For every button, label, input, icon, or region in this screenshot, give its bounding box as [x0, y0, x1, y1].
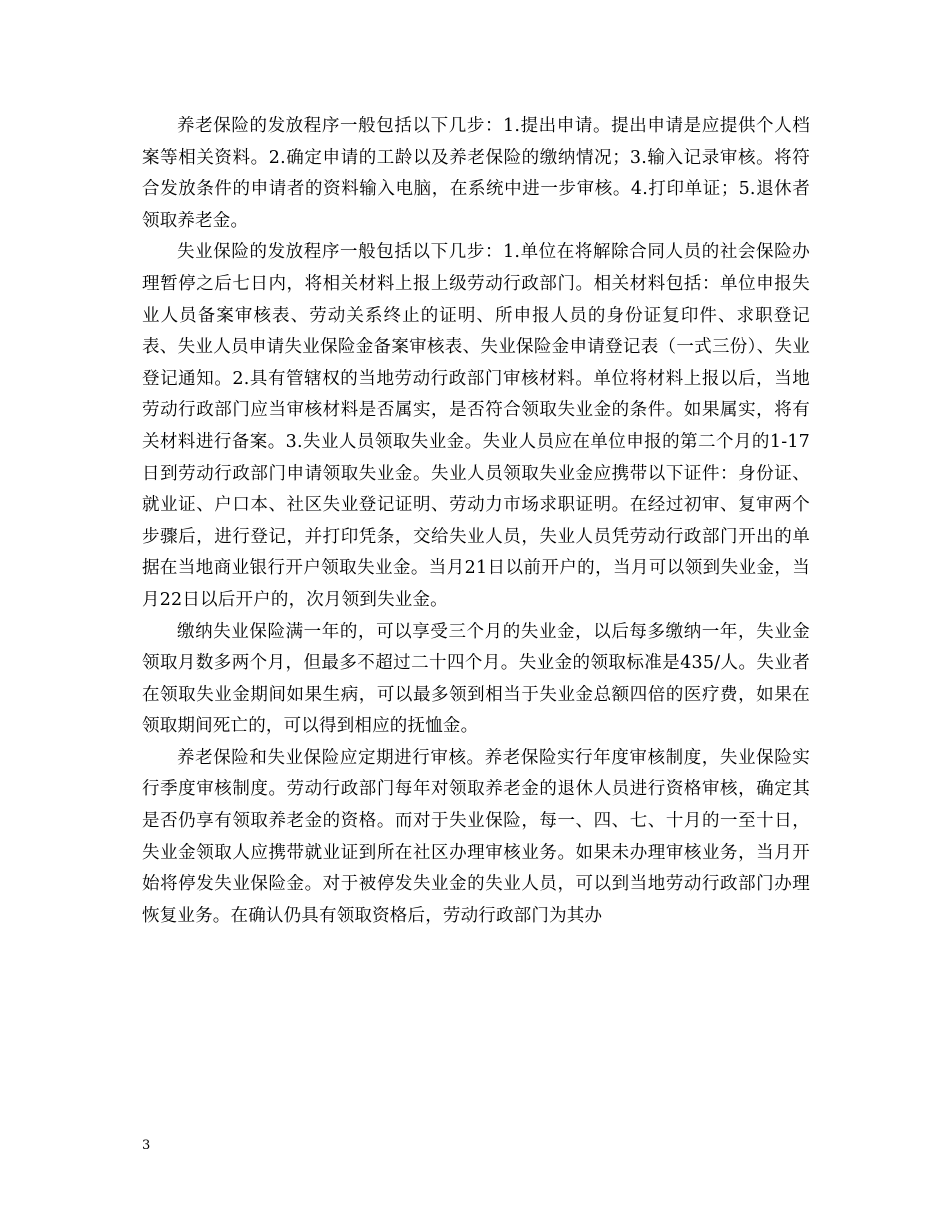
paragraph-unemployment-procedure: 失业保险的发放程序一般包括以下几步：1.单位在将解除合同人员的社会保险办理暂停之后七日内，将相关材料上报上级劳动行政部门。相关材料包括：单位申报失业人员备案审核表、劳动关系终止的证明、所申报人员的身份证复印件、求职登记表、失业人员申请失业保险金备案审核表、失业保险金申请登记表（一式三份）、失业登记通知。2.具有管辖权的当地劳动行政部门审核材料。单位将材料上报以后，当地劳动行政部门应当审核材料是否属实，是否符合领取失业金的条件。如果属实，将有关材料进行备案。3.失业人员领取失业金。失业人员应在单位申报的第二个月的1-17日到劳动行政部门申请领取失业金。失业人员领取失业金应携带以下证件：身份证、就业证、户口本、社区失业登记证明、劳动力市场求职证明。在经过初审、复审两个步骤后，进行登记，并打印凭条，交给失业人员，失业人员凭劳动行政部门开出的单据在当地商业银行开户领取失业金。当月21日以前开户的，当月可以领到失业金，当月22日以后开户的，次月领到失业金。 [142, 242, 810, 610]
page-number: 3 [142, 1138, 151, 1153]
paragraph-periodic-review: 养老保险和失业保险应定期进行审核。养老保险实行年度审核制度，失业保险实行季度审核制度。劳动行政部门每年对领取养老金的退休人员进行资格审核，确定其是否仍享有领取养老金的资格。而对于失业保险，每一、四、七、十月的一至十日，失业金领取人应携带就业证到所在社区办理审核业务。如果未办理审核业务，当月开始将停发失业保险金。对于被停发失业金的失业人员，可以到当地劳动行政部门办理恢复业务。在确认仍具有领取资格后，劳动行政部门为其办 [142, 747, 810, 926]
paragraph-pension-procedure: 养老保险的发放程序一般包括以下几步：1.提出申请。提出申请是应提供个人档案等相关资料。2.确定申请的工龄以及养老保险的缴纳情况；3.输入记录审核。将符合发放条件的申请者的资料输入电脑，在系统中进一步审核。4.打印单证；5.退休者领取养老金。 [142, 116, 810, 231]
body-text [142, 111, 810, 932]
paragraph-unemployment-benefits: 缴纳失业保险满一年的，可以享受三个月的失业金，以后每多缴纳一年，失业金领取月数多两个月，但最多不超过二十四个月。失业金的领取标准是435/人。失业者在领取失业金期间如果生病，可以最多领到相当于失业金总额四倍的医疗费，如果在领取期间死亡的，可以得到相应的抚恤金。 [142, 621, 810, 737]
